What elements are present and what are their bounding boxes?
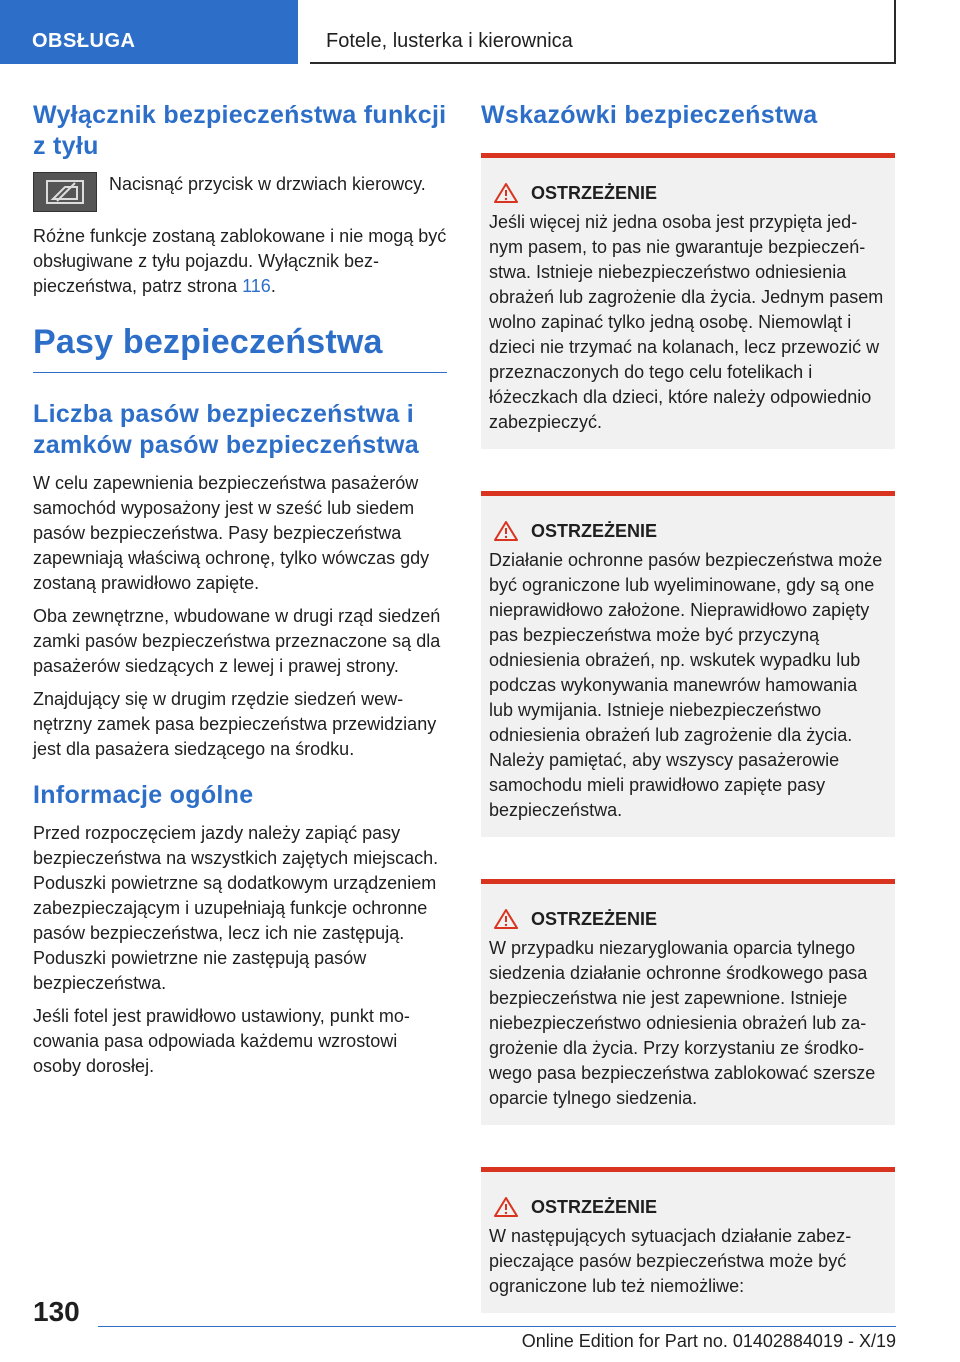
window-lock-button-icon [33,172,97,212]
warning-text: W przypadku niezaryglowania oparcia tylnego siedzenia działanie ochronne środkowego pasa bezpieczeństwa nie jest zapewnione. Istnieje niebezpieczeństwo odniesienia obrażeń lub zagrożenie dla życia. Przy korzystaniu ze środkowego pasa bezpieczeństwa zablokować szersze oparcie tylnego siedzenia. [489,938,876,1108]
warning-title [489,520,885,542]
belt-count-p2: Oba zewnętrzne, wbudowane w drugi rząd siedzeń zamki pasów bezpieczeństwa przeznaczone są dla pasażerów siedzących z lewej i prawej strony. [33,606,441,676]
right-column [481,100,895,1313]
warning-title-text: OSTRZEŻENIE [531,1196,658,1217]
chapter-title: Fotele, lusterka i kierownica [310,0,896,64]
warning-title-text: OSTRZEŻENIE [531,182,658,203]
warning-title [489,908,885,930]
page-link[interactable]: 116 [242,276,271,296]
safety-heading: Wskazówki bezpieczeństwa [481,101,818,129]
general-p1: Przed rozpoczęciem jazdy należy zapiąć pasy bezpieczeństwa na wszystkich zajętych miejscach. Poduszki powietrzne są dodatkowym urządzeniem zabezpieczającym i uzupełniają funkcje ochronne pasów bezpieczeństwa, lecz ich nie zastępują. Poduszki powietrzne nie zastępują pasów bezpieczeństwa. [33,823,439,993]
warning-triangle-icon [493,520,519,542]
rear-lock-text-end: . [270,276,276,296]
rear-lock-paragraph [33,224,447,299]
warning-title-text: OSTRZEŻENIE [531,908,658,929]
warning-box [481,1167,895,1313]
warning-title [489,1196,885,1218]
instruction-text: Nacisnąć przycisk w drzwiach kierowcy. [109,174,426,194]
warning-triangle-icon [493,1196,519,1218]
section-tab: OBSŁUGA [0,0,298,64]
belt-count-heading: Liczba pasów bezpieczeństwa i zamków pasów bezpieczeństwa [33,400,419,459]
warning-box [481,491,895,837]
belt-count-p1: W celu zapewnienia bezpieczeństwa pasażerów samochód wyposażony jest w sześć lub siedem pasów bezpieczeństwa. Pasy bezpieczeństwa zapewniają właściwą ochronę, tylko wówczas gdy zostaną prawidłowo zapięte. [33,473,430,593]
belt-count-p3: Znajdujący się w drugim rzędzie siedzeń wewnętrzny zamek pasa bezpieczeństwa przewidziany jest dla pasażera siedzącego na środku. [33,689,437,759]
warning-text: Działanie ochronne pasów bezpieczeństwa może być ograniczone lub wyeliminowane, gdy są one nieprawidłowo założone. Nieprawidłowo zapięty pas bezpieczeństwa może być przyczyną odniesienia obrażeń, np. wskutek wypadku lub podczas wykonywania manewrów hamowania lub wymijania. Istnieje niebezpieczeństwo odniesienia obrażeń lub zagrożenie dla życia. Należy pamiętać, aby wszyscy pasażerowie samochodu mieli prawidłowo zapięte pasy bezpieczeństwa. [489,550,883,820]
page-number: 130 [33,1296,80,1327]
left-column [33,100,447,1087]
warning-triangle-icon [493,182,519,204]
warning-title-text: OSTRZEŻENIE [531,520,658,541]
footer-edition: Online Edition for Part no. 01402884019 - X/19 [98,1326,896,1352]
general-heading: Informacje ogólne [33,781,254,809]
belts-heading: Pasy bezpieczeństwa [33,323,447,373]
warning-text: Jeśli więcej niż jedna osoba jest przypięta jednym pasem, to pas nie gwarantuje bezpieczeństwa. Istnieje niebezpieczeństwo odniesienia obrażeń lub zagrożenie dla życia. Jednym pasem wolno zapinać tylko jedną osobę. Niemowląt i dzieci nie trzymać na kolanach, lecz przewozić w przeznaczonych do tego celu fotelikach i łóżeczkach dla dzieci, które należy odpowiednio zabezpieczyć. [489,212,884,432]
warning-triangle-icon [493,908,519,930]
warning-box [481,153,895,449]
warning-title [489,182,885,204]
rear-lock-heading: Wyłącznik bezpieczeństwa funkcji z tyłu [33,101,447,160]
instruction-row [33,172,447,212]
warning-box [481,879,895,1125]
rear-lock-text: Różne funkcje zostaną zablokowane i nie mogą być obsługiwane z tyłu pojazdu. Wyłącznik bezpieczeństwa, patrz strona [33,226,447,296]
warning-text: W następujących sytuacjach działanie zabezpieczające pasów bezpieczeństwa może być ograniczone lub też niemożliwe: [489,1226,852,1296]
general-p2: Jeśli fotel jest prawidłowo ustawiony, punkt mocowania pasa odpowiada każdemu wzrostowi osoby dorosłej. [33,1006,410,1076]
